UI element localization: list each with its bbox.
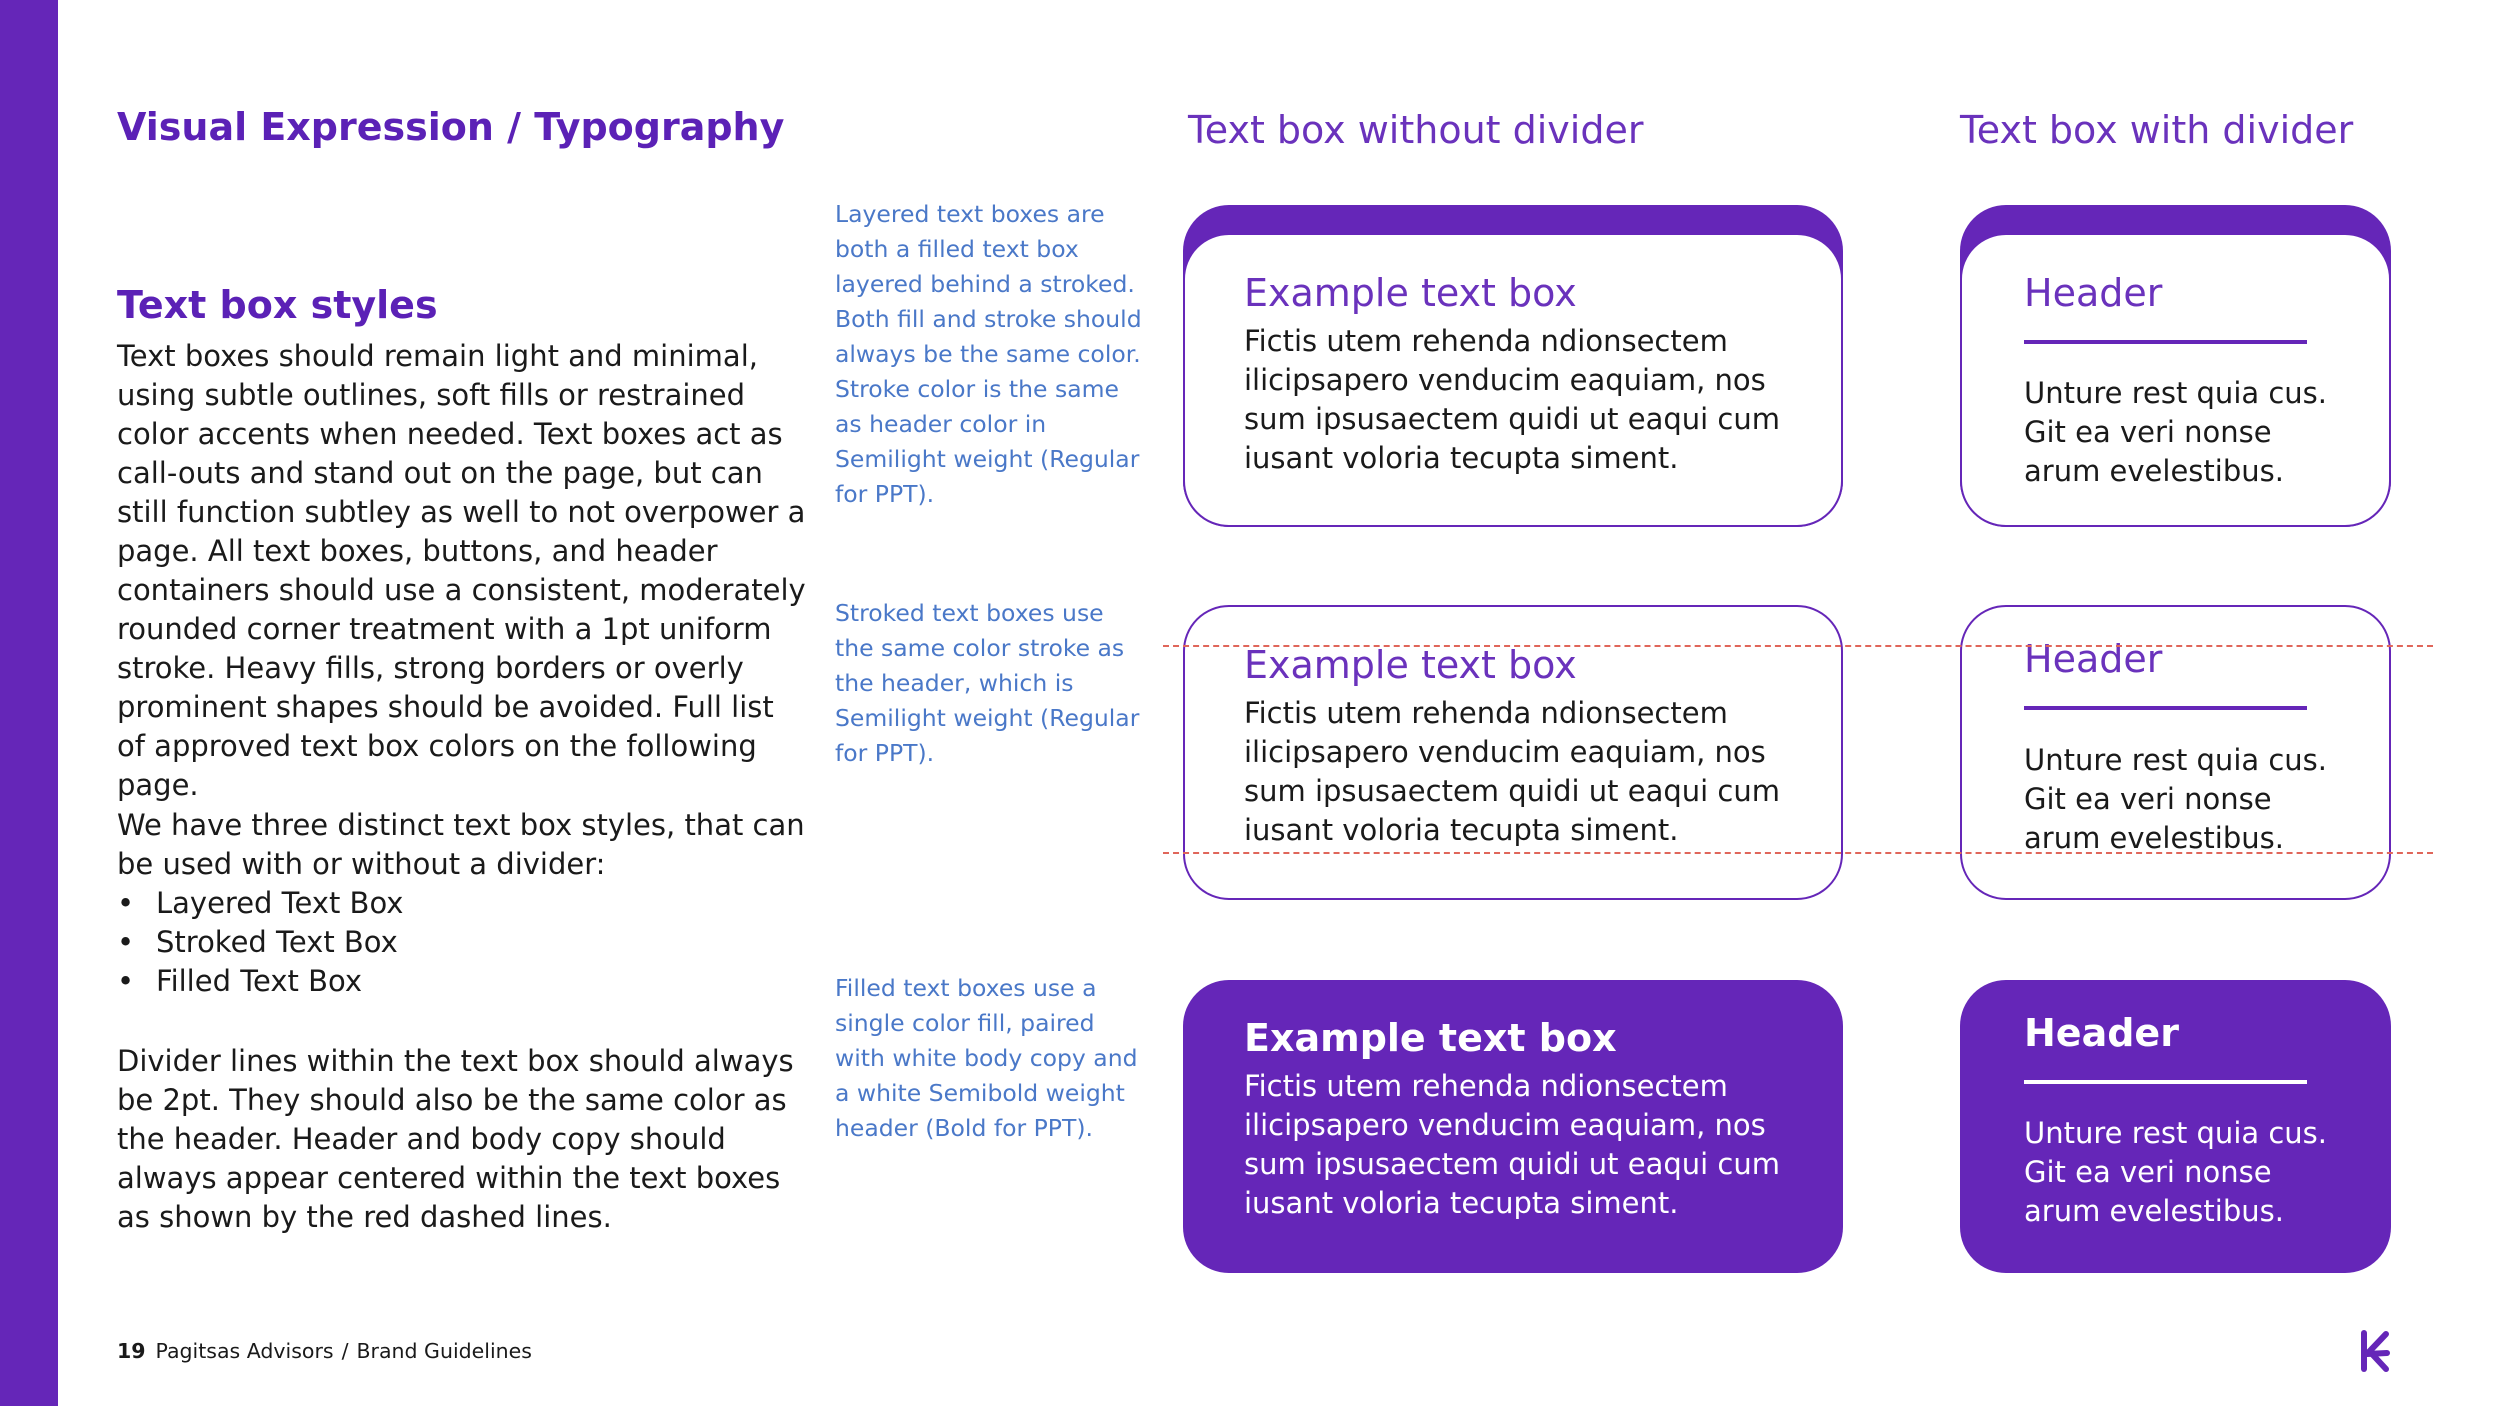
column-title-without-divider: Text box without divider [1188,108,1644,152]
footer-separator: / [341,1339,349,1363]
footer-company: Pagitsas Advisors [155,1339,334,1363]
footer [117,1339,532,1363]
page-number: 19 [117,1339,146,1363]
brand-logo-icon [2360,1328,2390,1374]
layered-box-body: Fictis utem rehenda ndionsectem ilicipsapero venducim eaquiam, nos sum ipsusaectem quidi ut eaqui cum iusant voloria tecupta siment. [1244,324,1781,475]
style-bullet-list [117,884,403,1001]
stroked-divider-box-header: Header [2024,637,2163,681]
stroked-box-body: Fictis utem rehenda ndionsectem ilicipsapero venducim eaquiam, nos sum ipsusaectem quidi ut eaqui cum iusant voloria tecupta siment. [1244,696,1781,847]
layered-divider-box-header: Header [2024,271,2163,315]
layered-divider-box-body: Unture rest quia cus. Git ea veri nonse arum evelestibus. [2024,376,2328,488]
column-title-with-divider: Text box with divider [1960,108,2354,152]
note-stroked: Stroked text boxes use the same color stroke as the header, which is Semilight weight (Regular for PPT). [835,599,1140,767]
note-filled: Filled text boxes use a single color fill, paired with white body copy and a white Semibold weight header (Bold for PPT). [835,974,1138,1142]
intro-paragraph: Text boxes should remain light and minimal, using subtle outlines, soft fills or restrained color accents when needed. Text boxes act as call-outs and stand out on the page, but can still function subtley as well to not overpower a page. All text boxes, buttons, and header containers should use a consistent, moderately rounded corner treatment with a 1pt uniform stroke. Heavy fills, strong borders or overly prominent shapes should be avoided. Full list of approved text box colors on the following page. [117,339,806,802]
bullet-filled: • Filled Text Box [117,962,403,1001]
filled-divider-box-header: Header [2024,1011,2179,1055]
alignment-guide-bottom [1163,852,2433,854]
left-accent-bar [0,0,58,1406]
layered-box-header: Example text box [1244,271,1577,315]
bullet-layered: • Layered Text Box [117,884,403,923]
layered-divider-line [2024,340,2307,344]
stroked-box-header: Example text box [1244,643,1577,687]
stroked-divider-line [2024,706,2307,710]
note-layered: Layered text boxes are both a filled text box layered behind a stroked. Both fill and stroke should always be the same color. Stroke color is the same as header color in Semilight weight (Regular for PPT). [835,200,1142,508]
alignment-guide-top [1163,645,2433,647]
filled-box-body: Fictis utem rehenda ndionsectem ilicipsapero venducim eaquiam, nos sum ipsusaectem quidi ut eaqui cum iusant voloria tecupta siment. [1244,1069,1781,1220]
divider-paragraph: Divider lines within the text box should always be 2pt. They should also be the same color as the header. Header and body copy should always appear centered within the text boxes as shown by the red dashed lines. [117,1044,794,1234]
filled-divider-line [2024,1080,2307,1084]
bullet-stroked: • Stroked Text Box [117,923,403,962]
filled-divider-box-body: Unture rest quia cus. Git ea veri nonse arum evelestibus. [2024,1116,2328,1228]
filled-box-header: Example text box [1244,1016,1617,1060]
footer-document: Brand Guidelines [356,1339,532,1363]
section-heading: Text box styles [117,283,438,327]
page-title: Visual Expression / Typography [117,105,785,149]
styles-paragraph: We have three distinct text box styles, that can be used with or without a divider: [117,808,805,881]
stroked-divider-box-body: Unture rest quia cus. Git ea veri nonse arum evelestibus. [2024,743,2328,855]
